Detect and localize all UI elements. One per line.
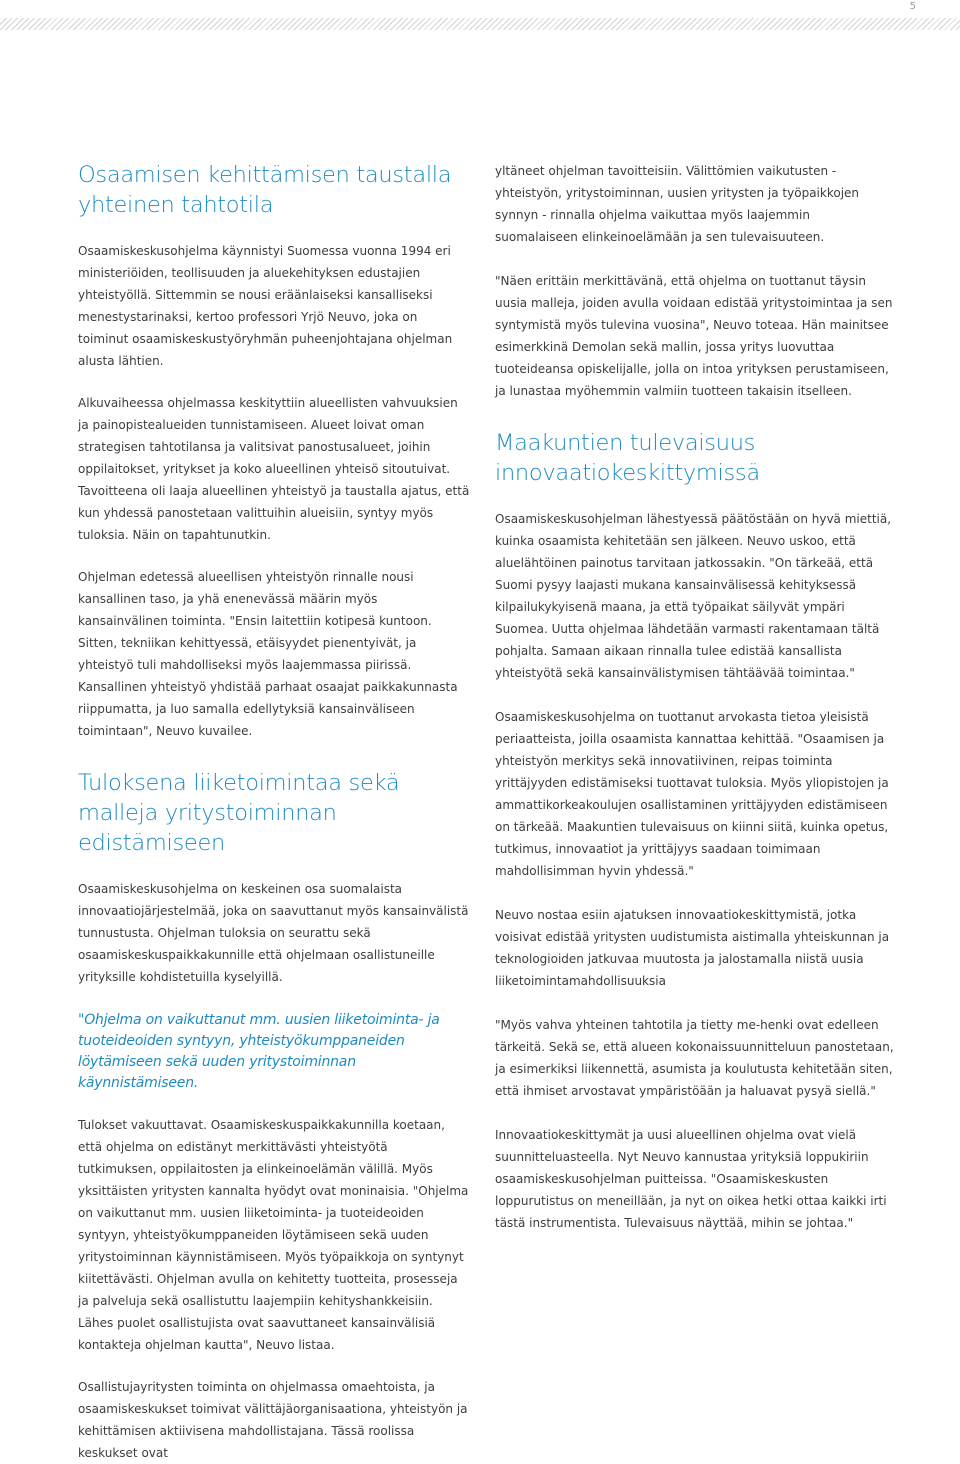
paragraph: Osaamiskeskusohjelman lähestyessä päätöstään on hyvä miettiä, kuinka osaamista kehitetään sen jälkeen. Neuvo uskoo, että aluelähtöinen painotus tarvitaan jatkossakin. "On tärkeää, että Suomi pysyy laajasti mukana kansainvälisessä kehityksessä kilpailukykyisenä maana, ja että työpaikat säilyvät ympäri Suomea. Uutta ohjelmaa lähdetään varmasti rakentamaan tältä pohjalta. Samaan aikaan rinnalla tulee edistää kansallista yhteistyötä sekä kansainvälistymisen tähtäävää toimintaa." bbox=[495, 512, 892, 680]
heading-tuloksena: Tuloksena liiketoimintaa sekä malleja yritystoiminnan edistämiseen bbox=[78, 770, 400, 856]
paragraph: Osaamiskeskusohjelma on tuottanut arvokasta tietoa yleisistä periaatteista, joilla osaamista kannattaa kehittää. "Osaamisen ja yhteistyön merkitys sekä innovatiivinen, reipas toiminta yrittäjyyden edistämiseksi tuottavat tuloksia. Myös yliopistojen ja ammattikorkeakoulujen osallistaminen yrittäjyyden edistämiseen on tärkeää. Maakuntien tulevaisuus on kiinni siitä, kuinka opetus, tutkimus, innovaatiot ja yrittäjyys saadaan toimimaan mahdollisimman hyvin yhdessä." bbox=[495, 710, 889, 878]
page-number: 5 bbox=[909, 1, 916, 12]
paragraph: Innovaatiokeskittymät ja uusi alueellinen ohjelma ovat vielä suunnitteluasteella. Nyt Neuvo kannustaa yrityksiä loppukiriin osaamiskeskusohjelman puitteissa. "Osaamiskeskusten loppurutistus on meneillään, ja nyt on oikea hetki ottaa kaikki irti tästä instrumentista. Tulevaisuus näyttää, mihin se johtaa." bbox=[495, 1128, 887, 1230]
left-column bbox=[78, 160, 470, 1464]
heading-taustalla: Osaamisen kehittämisen taustalla yhteinen tahtotila bbox=[78, 162, 452, 218]
paragraph: "Näen erittäin merkittävänä, että ohjelma on tuottanut täysin uusia malleja, joiden avulla voidaan edistää yritystoimintaa ja sen syntymistä myös tulevina vuosina", Neuvo toteaa. Hän mainitsee esimerkkinä Demolan sekä mallin, jossa yritys luovuttaa tuoteideansa opiskelijalle, jolla on intoa yrityksen perustamiseen, ja lunastaa myöhemmin valmiin tuotteen takaisin itselleen. bbox=[495, 274, 893, 398]
right-column bbox=[495, 160, 895, 1234]
paragraph: Osallistujayritysten toiminta on ohjelmassa omaehtoista, ja osaamiskeskukset toimivat välittäjäorganisaationa, yhteistyön ja kehittämisen aktiivisena mahdollistajana. Tässä roolissa keskukset ovat bbox=[78, 1380, 468, 1460]
paragraph: "Myös vahva yhteinen tahtotila ja tietty me-henki ovat edelleen tärkeitä. Sekä se, että alueen kokonaissuunnitteluun panostetaan, ja esimerkiksi liikennettä, asumista ja koulutusta kehitetään siten, että ihmiset arvostavat ympäristöään ja haluavat pysyä siellä." bbox=[495, 1018, 894, 1098]
paragraph: Tulokset vakuuttavat. Osaamiskeskuspaikkakunnilla koetaan, että ohjelma on edistänyt merkittävästi yhteistyötä tutkimuksen, oppilaitosten ja elinkeinoelämän välillä. Myös yksittäisten yritysten kannalta hyödyt ovat moninaisia. "Ohjelma on vaikuttanut mm. uusien liiketoiminta- ja tuoteideoiden syntyyn, yhteistyökumppaneiden löytämiseen sekä uuden yritystoiminnan käynnistämiseen. Myös työpaikkoja on syntynyt kiitettävästi. Ohjelman avulla on kehitetty tuotteita, prosesseja ja palveluja sekä osallistuttu laajempiin kehityshankkeisiin. Lähes puolet osallistujista ovat saavuttaneet kansainvälisiä kontakteja ohjelman kautta", Neuvo listaa. bbox=[78, 1118, 469, 1352]
paragraph: Alkuvaiheessa ohjelmassa keskityttiin alueellisten vahvuuksien ja painopistealueiden tunnistamiseen. Alueet loivat oman strategisen tahtotilansa ja valitsivat panostusalueet, joihin oppilaitokset, yritykset ja koko alueellinen yhteisö sitoutuivat. Tavoitteena oli laaja alueellinen yhteistyö ja taustalla ajatus, että kun yhdessä panostetaan valittuihin alueisiin, syntyy myös tuloksia. Näin on tapahtunutkin. bbox=[78, 396, 470, 542]
paragraph: Osaamiskeskusohjelma on keskeinen osa suomalaista innovaatiojärjestelmää, joka on saavuttanut myös kansainvälistä tunnustusta. Ohjelman tuloksia on seurattu sekä osaamiskeskuspaikkakunnille että ohjelmaan osallistuneille yrityksille kohdistetuilla kyselyillä. bbox=[78, 882, 469, 984]
heading-maakuntien: Maakuntien tulevaisuus innovaatiokeskittymissä bbox=[495, 430, 760, 486]
header-hatch-band bbox=[0, 18, 960, 30]
paragraph: Osaamiskeskusohjelma käynnistyi Suomessa vuonna 1994 eri ministeriöiden, teollisuuden ja aluekehityksen edustajien yhteistyöllä. Sittemmin se nousi eräänlaiseksi kansalliseksi menestystarinaksi, kertoo professori Yrjö Neuvo, joka on toiminut osaamiskeskustyöryhmän puheenjohtajana ohjelman alusta lähtien. bbox=[78, 244, 453, 368]
paragraph: yltäneet ohjelman tavoitteisiin. Välittömien vaikutusten - yhteistyön, yritystoiminnan, uusien yritysten ja työpaikkojen synnyn - rinnalla ohjelma vaikuttaa myös laajemmin suomalaiseen elinkeinoelämään ja sen tulevaisuuteen. bbox=[495, 164, 860, 244]
paragraph: Ohjelman edetessä alueellisen yhteistyön rinnalle nousi kansallinen taso, ja yhä enenevässä määrin myös kansainvälinen toiminta. "Ensin laitettiin kotipesä kuntoon. Sitten, tekniikan kehittyessä, etäisyydet pienentyivät, ja yhteistyö tuli mahdolliseksi myös laajemmassa piirissä. Kansallinen yhteistyö yhdistää parhaat osaajat paikkakunnasta riippumatta, ja luo samalla edellytyksiä kansainväliseen toimintaan", Neuvo kuvailee. bbox=[78, 570, 458, 738]
pull-quote: "Ohjelma on vaikuttanut mm. uusien liiketoiminta- ja tuoteideoiden syntyyn, yhteistyökumppaneiden löytämiseen sekä uuden yritystoiminnan käynnistämiseen. bbox=[78, 1012, 440, 1091]
paragraph: Neuvo nostaa esiin ajatuksen innovaatiokeskittymistä, jotka voisivat edistää yritysten uudistumista aistimalla yhteiskunnan ja teknologioiden jatkuvaa muutosta ja jalostamalla niistä uusia liiketoimintamahdollisuuksia bbox=[495, 908, 890, 988]
